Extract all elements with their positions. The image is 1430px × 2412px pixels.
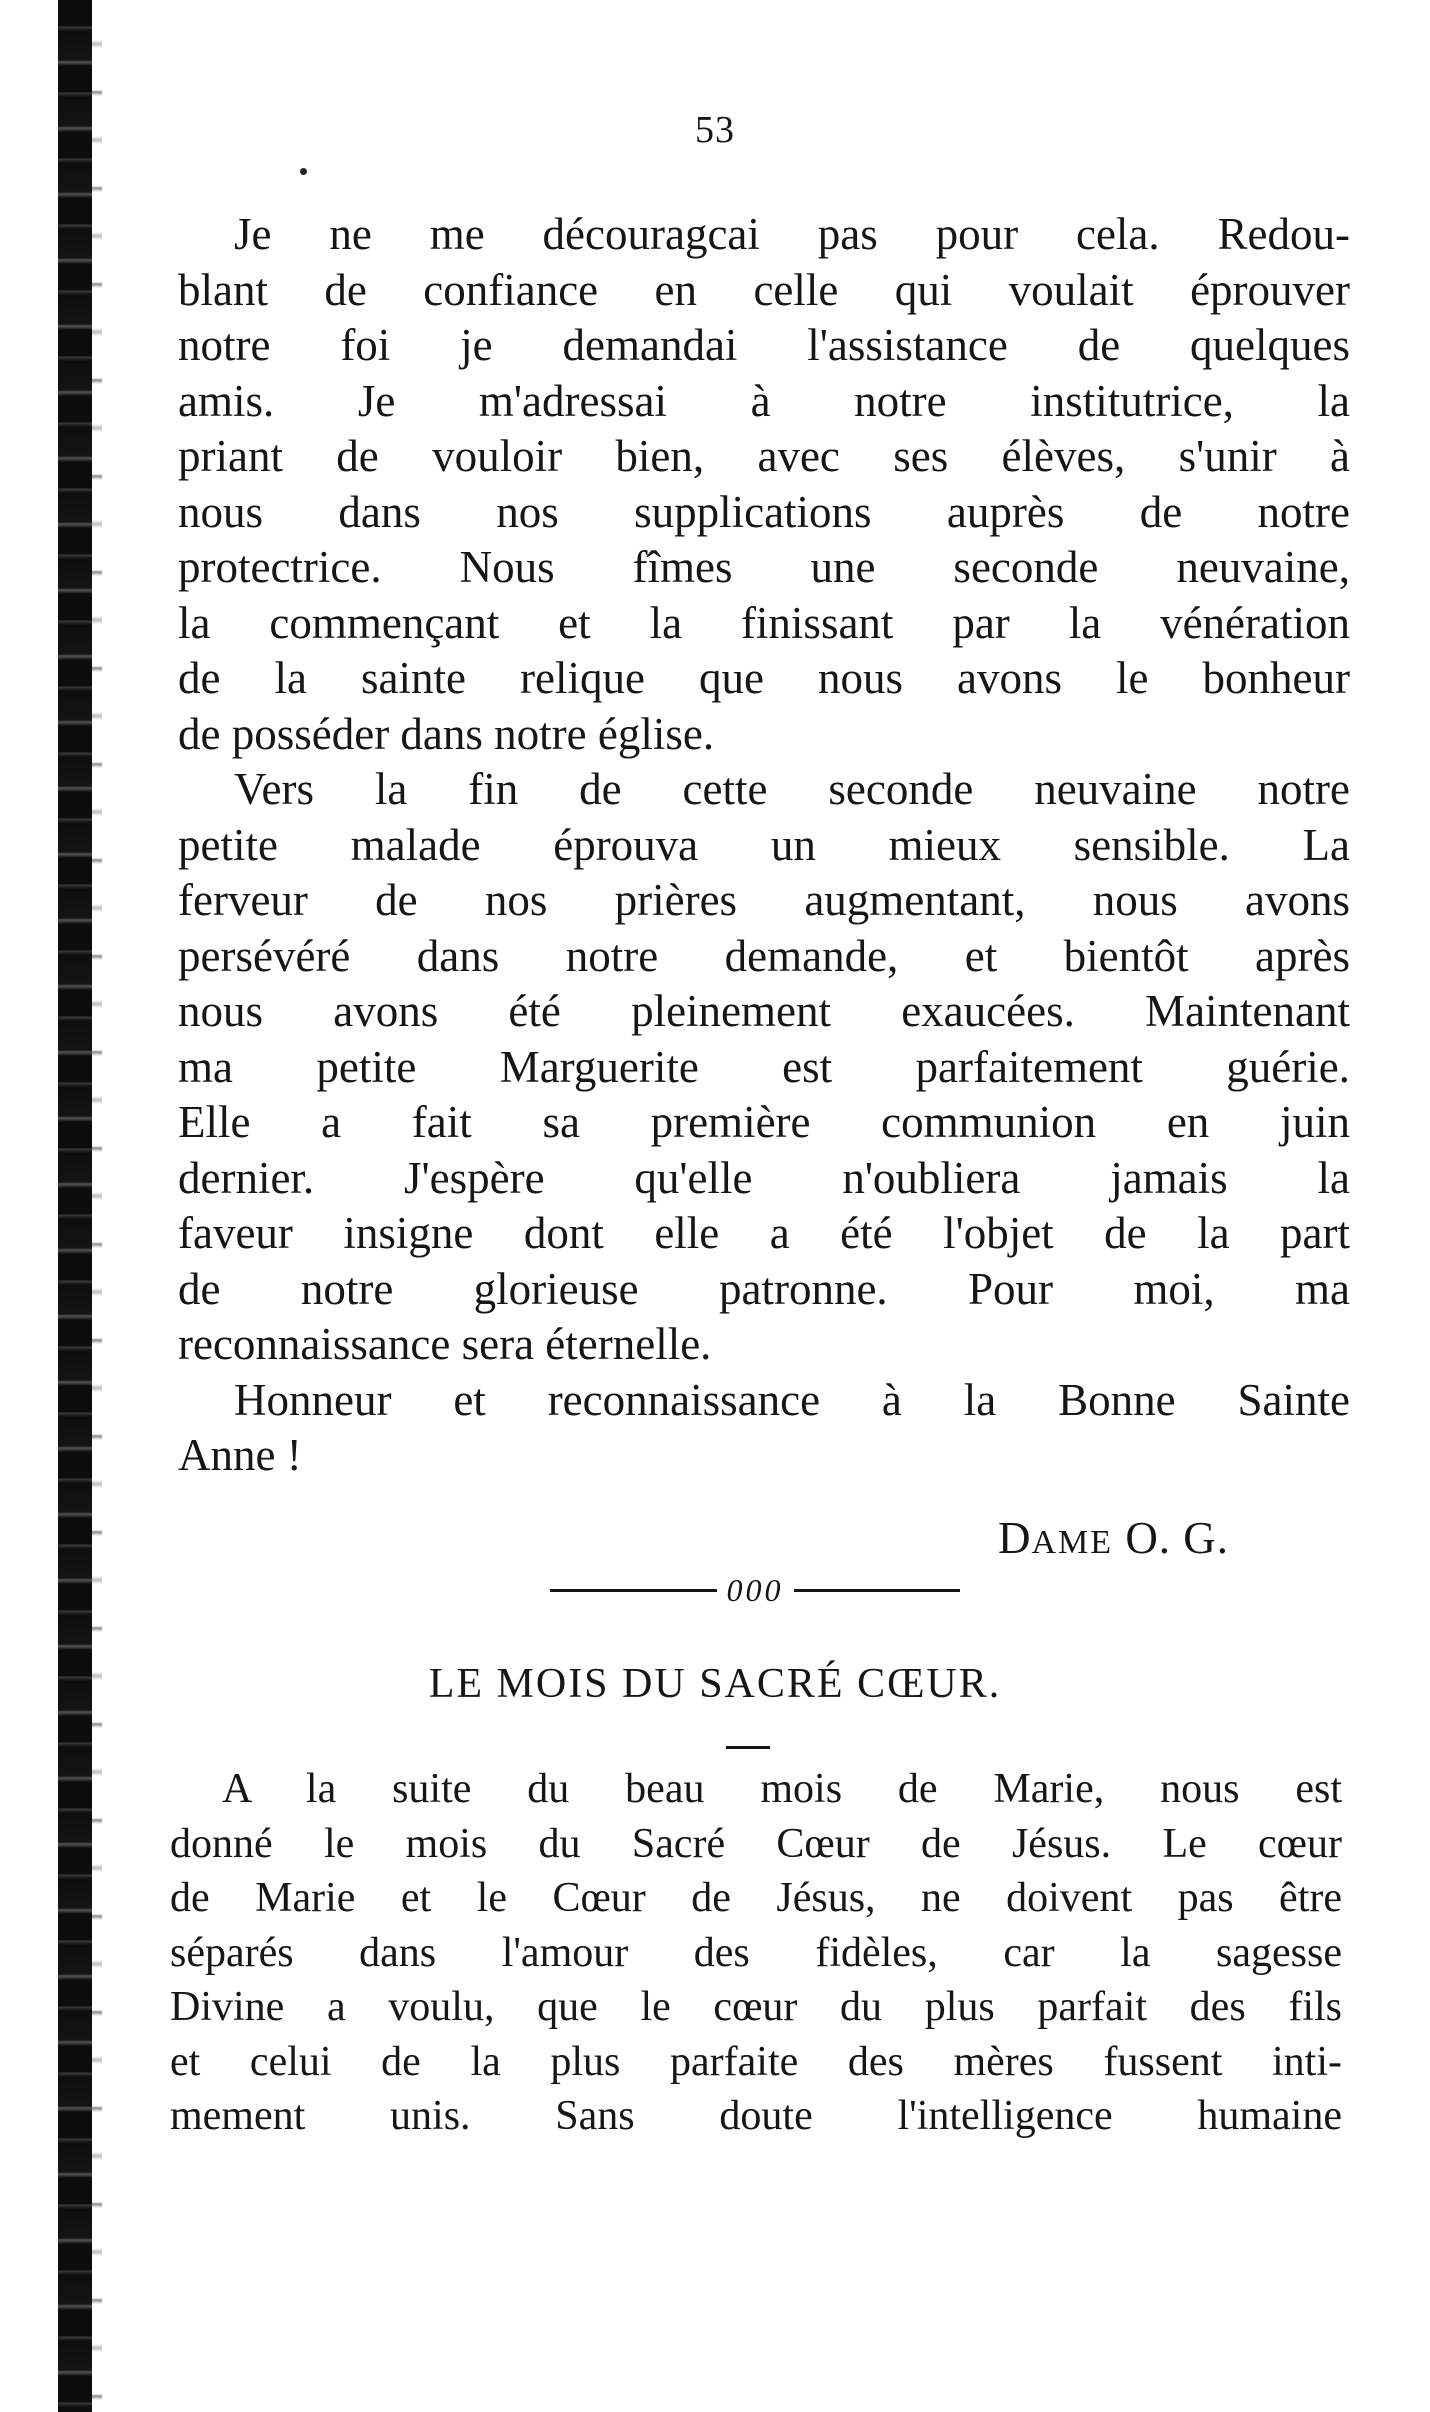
text-line: mement unis. Sans doute l'intelligence humaine [170,2093,1342,2139]
text-line: la commençant et la finissant par la vénération [178,597,1350,648]
text-line: de Marie et le Cœur de Jésus, ne doivent pas être [170,1875,1342,1921]
separator-rule-left [550,1589,717,1592]
signature-smallcaps: AME [1031,1524,1114,1561]
text-line: ma petite Marguerite est parfaitement guérie. [178,1041,1350,1092]
text-line: Anne ! [178,1430,302,1480]
text-line: protectrice. Nous fîmes une seconde neuvaine, [178,542,1350,592]
text-line: Elle a fait sa première communion en juin [178,1097,1350,1147]
text-line: Vers la fin de cette seconde neuvaine notre [234,764,1350,814]
separator-ornament: 000 [726,1571,784,1608]
text-line: amis. Je m'adressai à notre institutrice, la [178,375,1350,426]
text-line: de notre glorieuse patronne. Pour moi, ma [178,1263,1350,1314]
page-number: 53 [695,109,735,151]
text-line: persévéré dans notre demande, et bientôt après [178,930,1350,981]
text-line: de posséder dans notre église. [178,708,715,759]
text-line: et celui de la plus parfaite des mères fussent inti- [170,2038,1342,2085]
text-line: nous avons été pleinement exaucées. Maintenant [178,986,1350,1036]
signature [998,1512,1229,1564]
heading-dash [726,1746,770,1749]
second-text-block [170,1762,1342,2144]
signature-initials: O. G. [1125,1513,1230,1563]
text-line: petite malade éprouva un mieux sensible. La [178,819,1350,870]
text-line: notre foi je demandai l'assistance de quelques [178,320,1350,370]
text-line: Honneur et reconnaissance à la Bonne Sainte [234,1374,1350,1425]
separator-rule-right [794,1589,961,1592]
text-line: priant de vouloir bien, avec ses élèves, s'unir à [178,431,1350,481]
text-line: séparés dans l'amour des fidèles, car la sagesse [170,1929,1342,1976]
book-binding-edge [58,0,94,2412]
main-text-block [178,207,1350,1484]
text-line: Divine a voulu, que le cœur du plus parfait des fils [170,1984,1342,2030]
text-line: Je ne me découragcai pas pour cela. Redou- [234,209,1350,259]
signature-initial: D [998,1513,1032,1563]
text-line: faveur insigne dont elle a été l'objet de la part [178,1208,1350,1258]
section-separator [550,1570,960,1610]
text-line: A la suite du beau mois de Marie, nous est [222,1766,1342,1812]
text-line: donné le mois du Sacré Cœur de Jésus. Le cœur [170,1820,1342,1867]
text-line: de la sainte relique que nous avons le bonheur [178,653,1350,703]
text-line: nous dans nos supplications auprès de notre [178,486,1350,537]
binding-shadow [92,0,102,2412]
text-line: blant de confiance en celle qui voulait éprouver [178,264,1350,315]
text-line: ferveur de nos prières augmentant, nous avons [178,875,1350,925]
text-line: dernier. J'espère qu'elle n'oubliera jamais la [178,1152,1350,1203]
section-heading: LE MOIS DU SACRÉ CŒUR. [428,1661,1002,1707]
ink-speck [300,168,307,175]
text-line: reconnaissance sera éternelle. [178,1319,712,1369]
